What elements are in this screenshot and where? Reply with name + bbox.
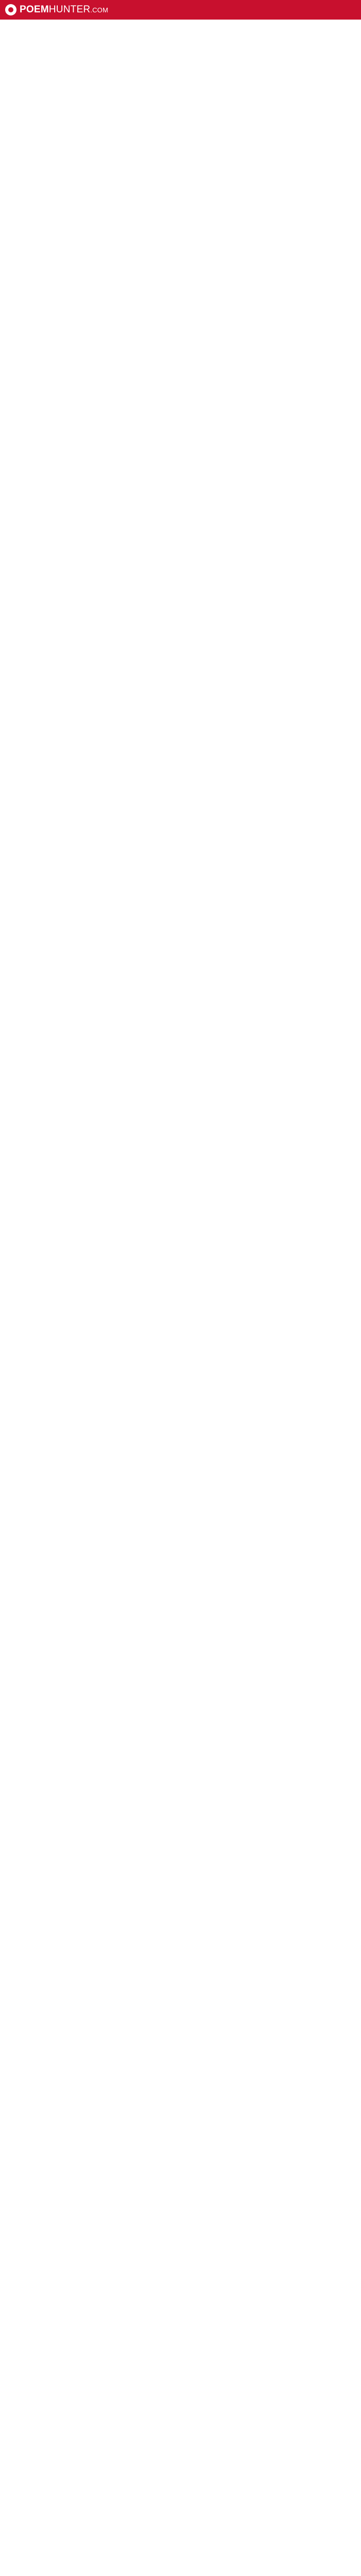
site-header	[0, 0, 361, 20]
poem-content	[0, 20, 361, 2576]
logo-wordmark: POEMHUNTER.COM	[20, 4, 108, 15]
logo-icon	[5, 4, 17, 15]
site-logo-link[interactable]	[5, 4, 108, 15]
